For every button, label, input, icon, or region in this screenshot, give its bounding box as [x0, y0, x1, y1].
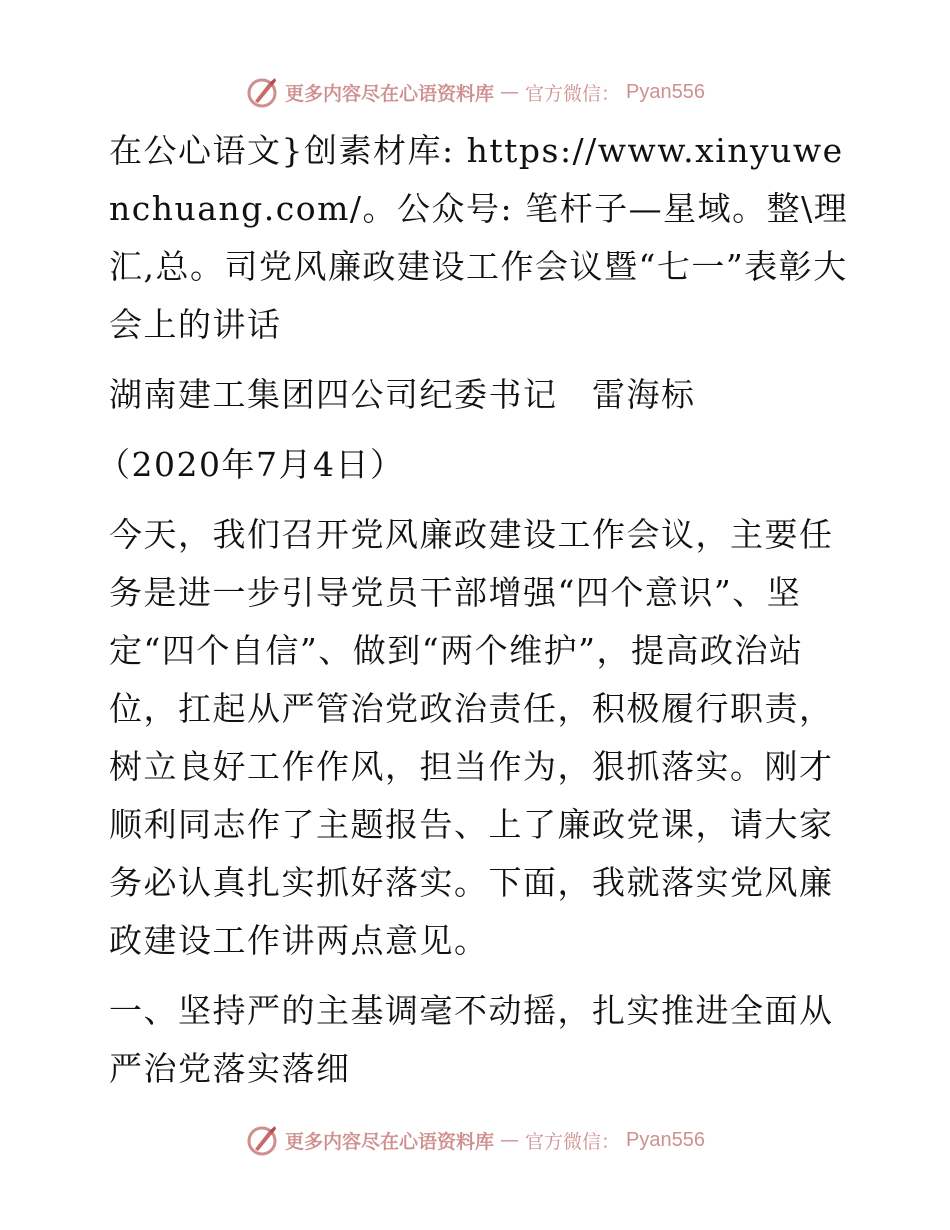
watermark-wechat-id: Pyan556	[626, 80, 705, 103]
watermark-wechat-id: Pyan556	[626, 1128, 705, 1151]
section-heading: 一、坚持严的主基调毫不动摇，扎实推进全面从严治党落实落细	[109, 991, 834, 1088]
quill-logo-icon	[245, 1123, 279, 1157]
document-body	[97, 122, 857, 1098]
title-paragraph: 在公心语文}创素材库: https://www.xinyuwenchuang.com/。公众号: 笔杆子—星域。整\理汇,总。司党风廉政建设工作会议暨“七一”表彰大会上的讲话	[109, 131, 849, 344]
quill-logo-icon	[245, 75, 279, 109]
watermark-wechat-label: 官方微信：	[525, 82, 621, 105]
watermark-wechat-label: 官方微信：	[525, 1130, 621, 1153]
watermark-separator: —	[500, 81, 520, 103]
date-line: （2020年7月4日）	[97, 445, 405, 484]
footer-watermark	[0, 1120, 950, 1160]
watermark-brand-text: 更多内容尽在心语资料库	[285, 1130, 495, 1153]
header-watermark	[0, 72, 950, 112]
body-paragraph: 今天，我们召开党风廉政建设工作会议，主要任务是进一步引导党员干部增强“四个意识”、坚定“四个自信”、做到“两个维护”，提高政治站位，扛起从严管治党政治责任，积极履行职责，树立良好工作作风，担当作为，狠抓落实。刚才顺利同志作了主题报告、上了廉政党课，请大家务必认真扎实抓好落实。下面，我就落实党风廉政建设工作讲两点意见。	[109, 515, 834, 960]
watermark-brand-text: 更多内容尽在心语资料库	[285, 82, 495, 105]
watermark-separator: —	[500, 1129, 520, 1151]
speaker-line: 湖南建工集团四公司纪委书记 雷海标	[109, 375, 696, 414]
